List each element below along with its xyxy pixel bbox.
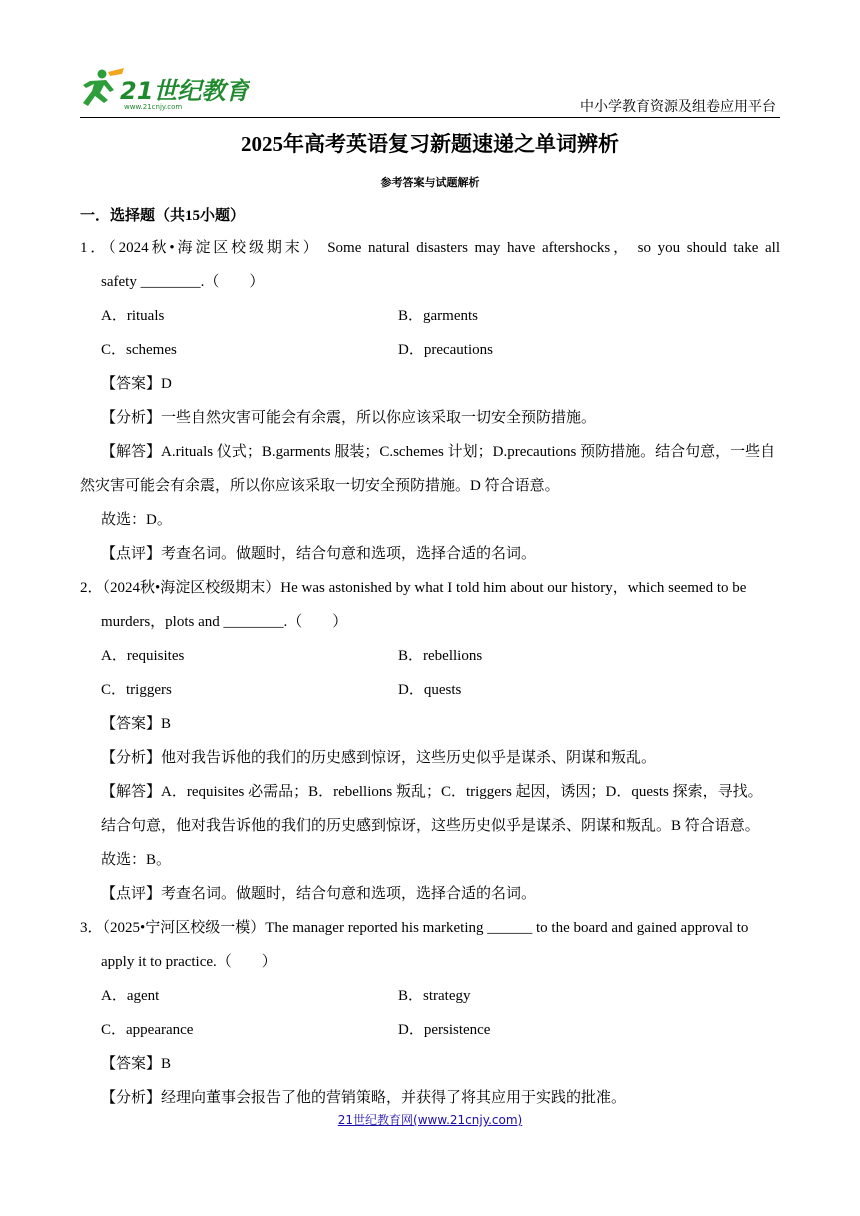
option-a: A．rituals xyxy=(101,308,165,324)
question-2-stem-cont: murders，plots and ________.（ ） xyxy=(101,614,348,630)
question-2-options-cd xyxy=(80,673,780,707)
question-list xyxy=(80,231,780,1115)
question-2-solution: 【解答】A．requisites 必需品；B．rebellions 叛乱；C．triggers 起因，诱因；D．quests 探索，寻找。 xyxy=(101,784,763,800)
logo-url: www.21cnjy.com xyxy=(124,103,183,111)
question-1-comment: 【点评】考查名词。做题时，结合句意和选项，选择合适的名词。 xyxy=(101,546,537,562)
option-d: D．quests xyxy=(398,682,462,698)
question-2-solution-cont: 结合句意，他对我告诉他的我们的历史感到惊讶，这些历史似乎是谋杀、阴谋和叛乱。B 符合语意。 xyxy=(101,818,760,834)
question-1-analysis: 【分析】一些自然灾害可能会有余震，所以你应该采取一切安全预防措施。 xyxy=(101,410,597,426)
question-3-answer: 【答案】B xyxy=(101,1056,172,1072)
question-1-answer: 【答案】D xyxy=(101,376,172,392)
question-3-analysis: 【分析】经理向董事会报告了他的营销策略，并获得了将其应用于实践的批准。 xyxy=(101,1090,627,1106)
option-c: C．schemes xyxy=(101,342,177,358)
option-c: C．appearance xyxy=(101,1022,194,1038)
question-2-stem: 2．（2024秋•海淀区校级期末）He was astonished by what I told him about our history，which seemed to be xyxy=(80,580,747,596)
question-3-options-cd xyxy=(80,1013,780,1047)
option-b: B．strategy xyxy=(398,988,471,1004)
option-a: A．agent xyxy=(101,988,160,1004)
logo-text: 21世纪教育 xyxy=(120,77,250,105)
question-2-options-ab xyxy=(80,639,780,673)
question-1-stem-cont: safety ________.（ ） xyxy=(101,274,265,290)
option-d: D．persistence xyxy=(398,1022,491,1038)
option-b: B．rebellions xyxy=(398,648,483,664)
question-1-solution-cont: 然灾害可能会有余震，所以你应该采取一切安全预防措施。D 符合语意。 xyxy=(80,478,560,494)
question-3-stem: 3．（2025•宁河区校级一模）The manager reported his marketing ______ to the board and gained approval to xyxy=(80,920,749,936)
question-1-solution: 【解答】A.rituals 仪式；B.garments 服装；C.schemes 计划；D.precautions 预防措施。结合句意，一些自 xyxy=(101,444,776,460)
running-man-icon xyxy=(83,68,124,106)
option-d: D．precautions xyxy=(398,342,493,358)
page-header xyxy=(80,66,780,116)
question-3-options-ab xyxy=(80,979,780,1013)
option-c: C．triggers xyxy=(101,682,172,698)
question-1-options-ab xyxy=(80,299,780,333)
question-1-stem: 1．（2024秋•海淀区校级期末） Some natural disasters may have aftershocks， so you should take all xyxy=(80,240,780,256)
logo xyxy=(80,66,250,112)
question-3-stem-cont: apply it to practice.（ ） xyxy=(101,954,277,970)
question-2-comment: 【点评】考查名词。做题时，结合句意和选项，选择合适的名词。 xyxy=(101,886,537,902)
platform-name: 中小学教育资源及组卷应用平台 xyxy=(580,99,776,115)
question-1-options-cd xyxy=(80,333,780,367)
question-2-answer: 【答案】B xyxy=(101,716,172,732)
page-subtitle: 参考答案与试题解析 xyxy=(380,176,480,189)
option-b: B．garments xyxy=(398,308,478,324)
option-a: A．requisites xyxy=(101,648,185,664)
question-2-analysis: 【分析】他对我告诉他的我们的历史感到惊讶，这些历史似乎是谋杀、阴谋和叛乱。 xyxy=(101,750,657,766)
page-title: 2025年高考英语复习新题速递之单词辨析 xyxy=(241,132,619,156)
header-divider xyxy=(80,117,780,118)
question-1-choice: 故选：D。 xyxy=(101,512,172,528)
section-heading: 一．选择题（共15小题） xyxy=(80,208,246,224)
question-2-choice: 故选：B。 xyxy=(101,852,172,868)
footer-link[interactable]: 21世纪教育网(www.21cnjy.com) xyxy=(337,1113,523,1127)
